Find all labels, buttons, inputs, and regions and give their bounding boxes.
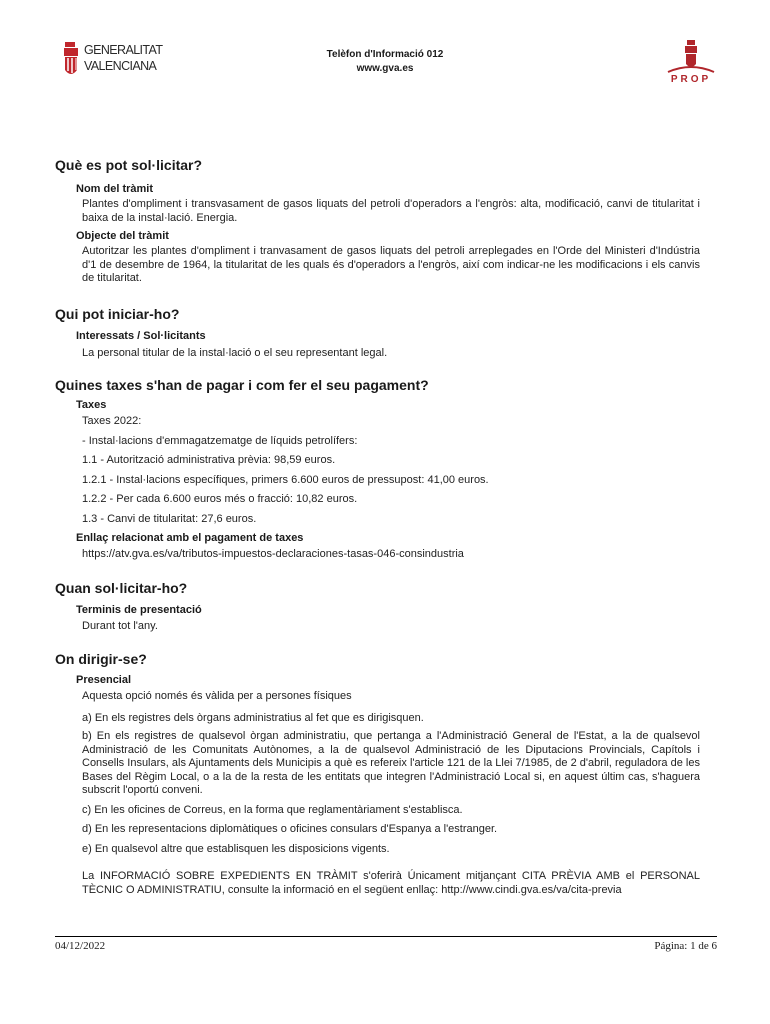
- taxes-label: Taxes: [76, 399, 107, 411]
- enllac-taxes-label: Enllaç relacionat amb el pagament de taxes: [76, 532, 304, 544]
- document-body: [55, 156, 700, 897]
- taxes-line: 1.1 - Autorització administrativa prèvia: 98,59 euros.: [82, 454, 336, 466]
- taxes-line: - Instal·lacions d'emmagatzematge de líquids petrolífers:: [82, 434, 358, 447]
- section-title-que: Què es pot sol·licitar?: [55, 157, 203, 173]
- terminis-label: Terminis de presentació: [76, 603, 202, 616]
- taxes-line: 1.3 - Canvi de titularitat: 27,6 euros.: [82, 512, 257, 525]
- presencial-item-c: c) En les oficines de Correus, en la forma que reglamentàriament s'establisca.: [82, 803, 463, 816]
- phone-info: Telèfon d'Informació 012: [326, 49, 444, 60]
- prop-emblem-icon: [666, 38, 716, 74]
- objecte-tramit-label: Objecte del tràmit: [76, 230, 169, 242]
- enllac-taxes-link[interactable]: https://atv.gva.es/va/tributos-impuestos-declaraciones-tasas-046-consindustria: [82, 548, 464, 560]
- interessats-text: La personal titular de la instal·lació o el seu representant legal.: [82, 346, 388, 359]
- terminis-text: Durant tot l'any.: [82, 619, 158, 632]
- presencial-item-a: a) En els registres dels òrgans administratius al fet que es dirigisquen.: [82, 711, 424, 724]
- prop-logo: [666, 38, 716, 88]
- page-header: [0, 48, 770, 76]
- prop-logo-text: PROP: [670, 74, 712, 85]
- section-title-quan: Quan sol·licitar-ho?: [55, 579, 188, 596]
- footer-date: 04/12/2022: [55, 940, 106, 952]
- nom-tramit-text: Plantes d'ompliment i transvasament de gasos liquats del petroli d'operadors a l'engròs: alta, modificació, canvi de titularitat i baixa de la instal·lació. Energia.: [82, 198, 700, 224]
- taxes-line: Taxes 2022:: [82, 415, 142, 427]
- presencial-label: Presencial: [76, 674, 132, 686]
- section-title-taxes: Quines taxes s'han de pagar i com fer el seu pagament?: [55, 377, 429, 393]
- presencial-item-d: d) En les representacions diplomàtiques o oficines consulars d'Espanya a l'estranger.: [82, 823, 498, 835]
- gva-logo-line2: VALENCIANA: [84, 59, 157, 73]
- interessats-label: Interessats / Sol·licitants: [76, 329, 206, 342]
- presencial-item-b: b) En els registres de qualsevol òrgan administratiu, que pertanga a l'Administració General de l'Estat, a la de qualsevol Administració de les Comunitats Autònomes, a la de qualsevol Administració de les Diputacions Provincials, Capítols i Consells Insulars, als Ajuntaments dels Municipis a què es refereix l'article 121 de la Llei 7/1985, de 2 d'abril, reguladora de les Bases del Règim Local, o a la de la resta de les entitats que integren l'Administració Local si, en aquest últim cas, s'haguera subscrit l'oportú conveni.: [82, 730, 700, 796]
- page-footer: [55, 936, 717, 953]
- taxes-line: 1.2.1 - Instal·lacions específiques, primers 6.600 euros de pressupost: 41,00 euros.: [82, 473, 489, 486]
- nom-tramit-label: Nom del tràmit: [76, 183, 154, 195]
- objecte-tramit-text: Autoritzar les plantes d'ompliment i tranvasament de gasos liquats del petroli arreplegades en l'Orde del Ministeri d'Indústria d'1 de desembre de 1964, la titularitat de les quals és d'operadors a l'engròs, així com indicar-ne les modificacions i els canvis de titularitat.: [82, 245, 700, 284]
- taxes-line: 1.2.2 - Per cada 6.600 euros més o fracció: 10,82 euros.: [82, 493, 358, 505]
- section-title-qui: Qui pot iniciar-ho?: [55, 305, 180, 322]
- presencial-intro: Aquesta opció només és vàlida per a persones físiques: [82, 690, 352, 702]
- footer-page-number: Página: 1 de 6: [654, 940, 717, 952]
- info-expedients: La INFORMACIÓ SOBRE EXPEDIENTS EN TRÀMIT s'oferirà Únicament mitjançant CITA PRÈVIA AMB el PERSONAL TÈCNIC O ADMINISTRATIU, consulte la informació en el següent enllaç: http://www.cindi.gva.es/va/cita-previa: [82, 870, 700, 896]
- presencial-item-e: e) En qualsevol altre que establisquen les disposicions vigents.: [82, 842, 390, 855]
- section-title-on: On dirigir-se?: [55, 651, 147, 667]
- gva-logo-line1: GENERALITAT: [84, 43, 163, 57]
- website-info: www.gva.es: [356, 63, 414, 74]
